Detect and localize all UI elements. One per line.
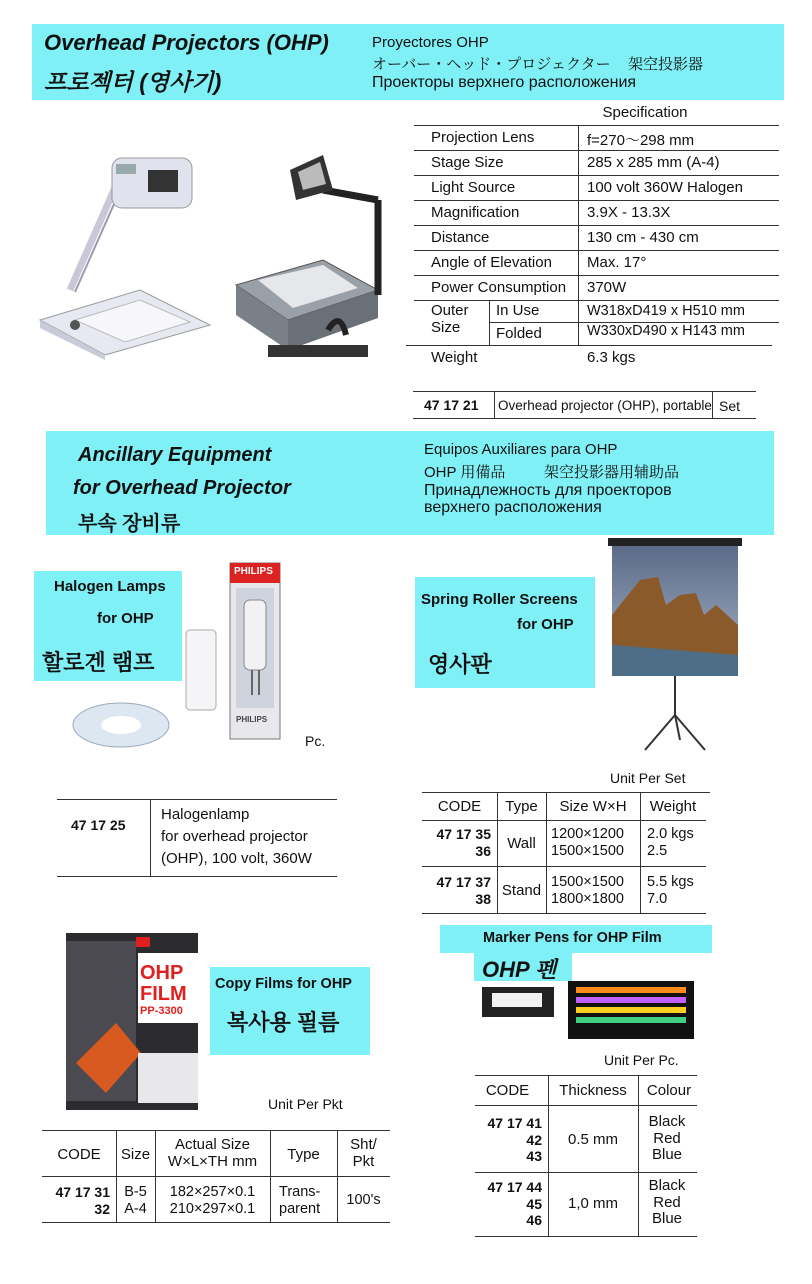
order-divider-2 [712, 391, 713, 418]
markers-row-2-colour: Black Red Blue [648, 1177, 686, 1227]
screens-row-2-code: 47 17 37 38 [436, 874, 491, 907]
screens-row-2-size: 1500×1500 1800×1800 [551, 874, 624, 907]
screens-row-1-type: Wall [507, 835, 536, 852]
screens-header-weight: Weight [649, 798, 697, 815]
film-label-3: PP-3300 [140, 1005, 183, 1017]
roller-screen-image [600, 535, 750, 760]
films-header-type: Type [287, 1146, 320, 1163]
markers-header-rule [475, 1105, 697, 1106]
order-bottom-rule [413, 418, 756, 419]
spec-label: Light Source [431, 179, 516, 196]
screens-header-code: CODE [437, 798, 482, 815]
ohp-film-package-image [66, 933, 198, 1110]
spec-row-rule [414, 300, 779, 301]
spec-row-rule [414, 150, 779, 151]
weight-label: Weight [431, 349, 478, 366]
film-label-1: OHP [140, 962, 184, 984]
overhead-projector-image-2 [228, 150, 408, 365]
order-divider-1 [494, 391, 495, 418]
screens-row-1-size: 1200×1200 1500×1500 [551, 826, 624, 859]
spec-label: Power Consumption [431, 279, 567, 296]
films-title: Copy Films for OHP [215, 976, 352, 992]
spec-row-rule [414, 250, 779, 251]
markers-row-2-thickness: 1,0 mm [567, 1195, 618, 1212]
screens-row-1-weight: 2.0 kgs 2.5 [647, 826, 694, 859]
outer-folded-label: Folded [496, 325, 542, 342]
films-bottom-rule [42, 1222, 390, 1223]
films-header-size: Size [120, 1146, 151, 1163]
spec-value: 285 x 285 mm (A-4) [587, 154, 720, 171]
outer-in-use-label: In Use [496, 302, 540, 319]
ancillary-title-ko: 부속 장비류 [78, 513, 181, 535]
ancillary-title-en-2: for Overhead Projector [73, 477, 291, 499]
spec-row-rule [414, 175, 779, 176]
marker-pens-image [478, 975, 698, 1045]
screens-header-rule [422, 820, 706, 821]
ohp-title-ko: 프로젝터 (영사기) [44, 69, 222, 95]
films-header-actual: Actual Size W×L×TH mm [167, 1136, 258, 1170]
films-row-code: 47 17 31 32 [55, 1184, 110, 1217]
ohp-title-ja: オーバー・ヘッド・プロジェクター [372, 56, 611, 73]
spec-value: 370W [587, 279, 627, 296]
halogen-bottom-rule [57, 876, 337, 877]
markers-header-colour: Colour [646, 1082, 692, 1099]
outer-folded-value: W330xD490 x H143 mm [587, 323, 745, 339]
markers-row-2-code: 47 17 44 45 46 [487, 1179, 542, 1228]
order-unit: Set [719, 398, 741, 414]
outer-in-use-value: W318xD419 x H510 mm [587, 303, 745, 319]
markers-bottom-rule [475, 1236, 697, 1237]
markers-title-ko: OHP 펜 [482, 957, 557, 982]
ohp-title-ru: Проекторы верхнего расположения [372, 74, 637, 91]
halogen-description: Halogenlamp for overhead projector (OHP), 100 volt, 360W [161, 806, 312, 867]
order-code: 47 17 21 [424, 397, 479, 413]
spec-row-rule [414, 200, 779, 201]
screens-unit: Unit Per Set [610, 770, 686, 786]
spec-header: Specification [602, 104, 688, 121]
ohp-title-zh: 架空投影器 [628, 56, 704, 73]
outer-size-divider [489, 300, 490, 346]
outer-size-bottom-rule [406, 345, 772, 346]
order-top-rule [413, 391, 756, 392]
markers-title: Marker Pens for OHP Film [483, 930, 662, 946]
ohp-title-es: Proyectores OHP [372, 34, 489, 51]
spec-value: 130 cm - 430 cm [587, 229, 699, 246]
markers-row-1-code: 47 17 41 42 43 [487, 1115, 542, 1164]
markers-top-rule [475, 1075, 697, 1076]
screens-title-2: for OHP [517, 616, 574, 633]
halogen-unit: Pc. [305, 733, 326, 749]
films-divider-3 [270, 1130, 271, 1222]
films-title-ko: 복사용 필름 [227, 1010, 340, 1035]
halogen-title-ko: 할로겐 램프 [42, 650, 155, 675]
halogen-divider [150, 799, 151, 876]
screens-bottom-rule [422, 913, 706, 914]
spec-label: Angle of Elevation [431, 254, 552, 271]
overhead-projector-image-1 [30, 150, 220, 360]
screens-mid-rule [422, 866, 706, 867]
spec-label: Distance [431, 229, 490, 246]
order-description: Overhead projector (OHP), portable [498, 398, 712, 413]
ancillary-title-zh: 架空投影器用辅助品 [544, 464, 680, 481]
screens-row-1-code: 47 17 35 36 [436, 826, 491, 859]
spec-value: f=270～298 mm [587, 132, 695, 149]
spec-value: 3.9X - 13.3X [587, 204, 671, 221]
screens-header-size: Size W×H [559, 798, 627, 815]
outer-size-label: Outer Size [431, 302, 469, 336]
films-header-code: CODE [57, 1146, 101, 1163]
spec-row-rule [414, 225, 779, 226]
markers-mid-rule [475, 1172, 697, 1173]
halogen-top-rule [57, 799, 337, 800]
ancillary-title-es: Equipos Auxiliares para OHP [424, 441, 618, 458]
screens-title-1: Spring Roller Screens [421, 591, 578, 608]
ohp-title-en: Overhead Projectors (OHP) [44, 30, 329, 55]
halogen-code: 47 17 25 [71, 817, 126, 833]
markers-row-1-thickness: 0.5 mm [567, 1131, 618, 1148]
ancillary-title-en-1: Ancillary Equipment [78, 444, 272, 466]
films-row-sht: 100's [346, 1192, 381, 1208]
halogen-brand-small: PHILIPS [236, 715, 268, 724]
weight-value: 6.3 kgs [587, 349, 636, 366]
screens-top-rule [422, 792, 710, 793]
spec-column-divider [578, 125, 579, 346]
halogen-title-1: Halogen Lamps [54, 578, 166, 595]
films-row-type: Trans- parent [279, 1184, 321, 1217]
spec-value: Max. 17° [587, 254, 647, 271]
ancillary-title-ja: OHP 用備品 [424, 464, 506, 481]
spec-label: Projection Lens [431, 129, 535, 146]
screens-row-2-weight: 5.5 kgs 7.0 [647, 874, 694, 907]
spec-rule [414, 125, 779, 126]
markers-unit: Unit Per Pc. [604, 1052, 679, 1068]
markers-header-code: CODE [485, 1082, 530, 1099]
film-label-2: FILM [140, 983, 187, 1005]
ancillary-title-ru: Принадлежность для проекторов верхнего расположения [424, 482, 672, 516]
halogen-brand: PHILIPS [234, 566, 273, 577]
spec-label: Stage Size [431, 154, 504, 171]
markers-row-1-colour: Black Red Blue [648, 1113, 686, 1163]
screens-row-2-type: Stand [501, 882, 542, 899]
films-unit: Unit Per Pkt [268, 1096, 343, 1112]
screens-title-ko: 영사판 [428, 652, 492, 677]
spec-row-rule [414, 275, 779, 276]
markers-header-thickness: Thickness [559, 1082, 627, 1099]
films-row-size: B-5 A-4 [124, 1184, 147, 1217]
spec-label: Magnification [431, 204, 520, 221]
films-header-sht: Sht/ Pkt [350, 1136, 377, 1170]
screens-header-type: Type [505, 798, 538, 815]
spec-value: 100 volt 360W Halogen [587, 179, 743, 196]
films-row-actual: 182×257×0.1 210×297×0.1 [169, 1184, 256, 1217]
halogen-title-2: for OHP [97, 610, 154, 627]
